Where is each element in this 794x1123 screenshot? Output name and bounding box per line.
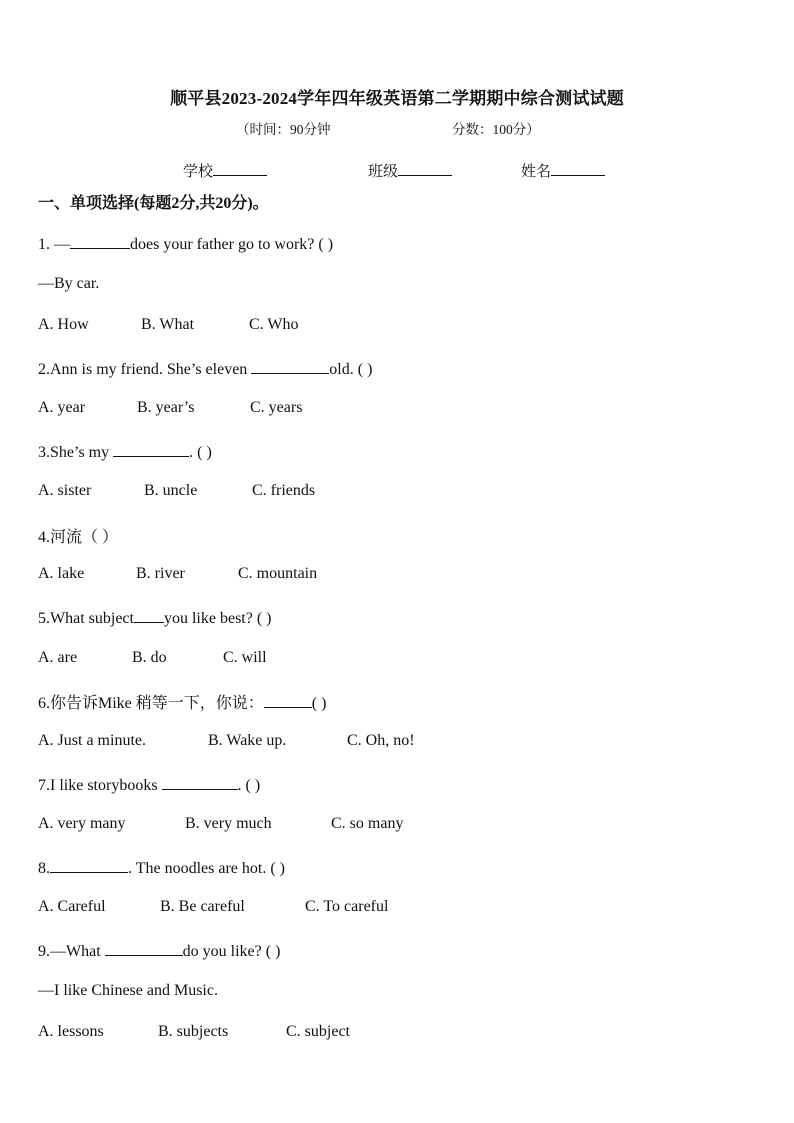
school-label: 学校 bbox=[183, 164, 214, 180]
option-c[interactable]: C. subject bbox=[286, 1023, 350, 1040]
question-1-pre: 1. — bbox=[38, 236, 70, 253]
option-c[interactable]: C. Oh, no! bbox=[347, 732, 415, 749]
name-label: 姓名 bbox=[521, 164, 552, 180]
question-1-blank[interactable] bbox=[70, 233, 130, 249]
question-2 bbox=[38, 358, 372, 379]
option-b[interactable]: B. Be careful bbox=[160, 898, 245, 915]
question-7-pre: 7.I like storybooks bbox=[38, 777, 162, 794]
exam-score: 分数：100分） bbox=[452, 122, 540, 137]
section-title: 一、单项选择(每题2分,共20分)。 bbox=[38, 195, 269, 212]
name-blank[interactable] bbox=[551, 161, 605, 176]
question-1 bbox=[38, 233, 333, 254]
option-c[interactable]: C. will bbox=[223, 649, 267, 666]
class-blank[interactable] bbox=[398, 161, 452, 176]
question-3-pre: 3.She’s my bbox=[38, 444, 114, 461]
question-9-answer: —I like Chinese and Music. bbox=[38, 982, 218, 999]
question-4: 4.河流（ ） bbox=[38, 529, 119, 546]
question-5 bbox=[38, 607, 272, 628]
option-c[interactable]: C. mountain bbox=[238, 565, 318, 582]
option-b[interactable]: B. very much bbox=[185, 815, 272, 832]
option-b[interactable]: B. uncle bbox=[144, 482, 198, 499]
option-b[interactable]: B. subjects bbox=[158, 1023, 229, 1040]
question-3-post: . ( ) bbox=[189, 444, 212, 461]
question-7 bbox=[38, 774, 260, 795]
question-9-pre: 9.—What bbox=[38, 943, 105, 960]
question-3 bbox=[38, 441, 212, 462]
question-8-blank[interactable] bbox=[50, 857, 128, 873]
option-c[interactable]: C. To careful bbox=[305, 898, 389, 915]
option-c[interactable]: C. so many bbox=[331, 815, 404, 832]
option-a[interactable]: A. year bbox=[38, 399, 86, 416]
option-a[interactable]: A. lessons bbox=[38, 1023, 104, 1040]
question-8-pre: 8. bbox=[38, 860, 50, 877]
question-6 bbox=[38, 690, 326, 713]
question-2-blank[interactable] bbox=[251, 358, 329, 374]
option-a[interactable]: A. very many bbox=[38, 815, 126, 832]
option-b[interactable]: B. What bbox=[141, 316, 195, 333]
question-6-pre: 6.你告诉Mike 稍等一下，你说： bbox=[38, 695, 264, 712]
class-label: 班级 bbox=[368, 164, 399, 180]
option-c[interactable]: C. Who bbox=[249, 316, 299, 333]
school-blank[interactable] bbox=[213, 161, 267, 176]
question-5-post: you like best? ( ) bbox=[163, 610, 272, 627]
option-a[interactable]: A. Just a minute. bbox=[38, 732, 146, 749]
option-b[interactable]: B. year’s bbox=[137, 399, 195, 416]
option-c[interactable]: C. friends bbox=[252, 482, 316, 499]
question-6-post: ( ) bbox=[311, 695, 327, 712]
school-field bbox=[183, 160, 267, 181]
question-6-blank[interactable] bbox=[264, 692, 312, 708]
exam-time: （时间：90分钟 bbox=[236, 122, 331, 137]
class-field bbox=[368, 160, 452, 181]
question-8-post: . The noodles are hot. ( ) bbox=[128, 860, 285, 877]
page-title: 顺平县2023-2024学年四年级英语第二学期期中综合测试试题 bbox=[170, 89, 624, 108]
question-2-post: old. ( ) bbox=[329, 361, 373, 378]
question-9-blank[interactable] bbox=[105, 940, 183, 956]
question-1-post: does your father go to work? ( ) bbox=[130, 236, 334, 253]
option-a[interactable]: A. sister bbox=[38, 482, 92, 499]
option-b[interactable]: B. river bbox=[136, 565, 185, 582]
question-9 bbox=[38, 940, 280, 961]
question-8 bbox=[38, 857, 285, 878]
option-c[interactable]: C. years bbox=[250, 399, 303, 416]
question-5-blank[interactable] bbox=[134, 607, 164, 623]
option-b[interactable]: B. do bbox=[132, 649, 167, 666]
question-9-post: do you like? ( ) bbox=[182, 943, 281, 960]
question-2-pre: 2.Ann is my friend. She’s eleven bbox=[38, 361, 252, 378]
name-field bbox=[521, 160, 605, 181]
question-3-blank[interactable] bbox=[113, 441, 189, 457]
option-a[interactable]: A. are bbox=[38, 649, 78, 666]
option-a[interactable]: A. Careful bbox=[38, 898, 106, 915]
question-5-pre: 5.What subject bbox=[38, 610, 134, 627]
question-1-answer: —By car. bbox=[38, 275, 100, 292]
option-a[interactable]: A. lake bbox=[38, 565, 85, 582]
option-a[interactable]: A. How bbox=[38, 316, 89, 333]
question-7-blank[interactable] bbox=[162, 774, 238, 790]
question-7-post: . ( ) bbox=[237, 777, 261, 794]
option-b[interactable]: B. Wake up. bbox=[208, 732, 287, 749]
